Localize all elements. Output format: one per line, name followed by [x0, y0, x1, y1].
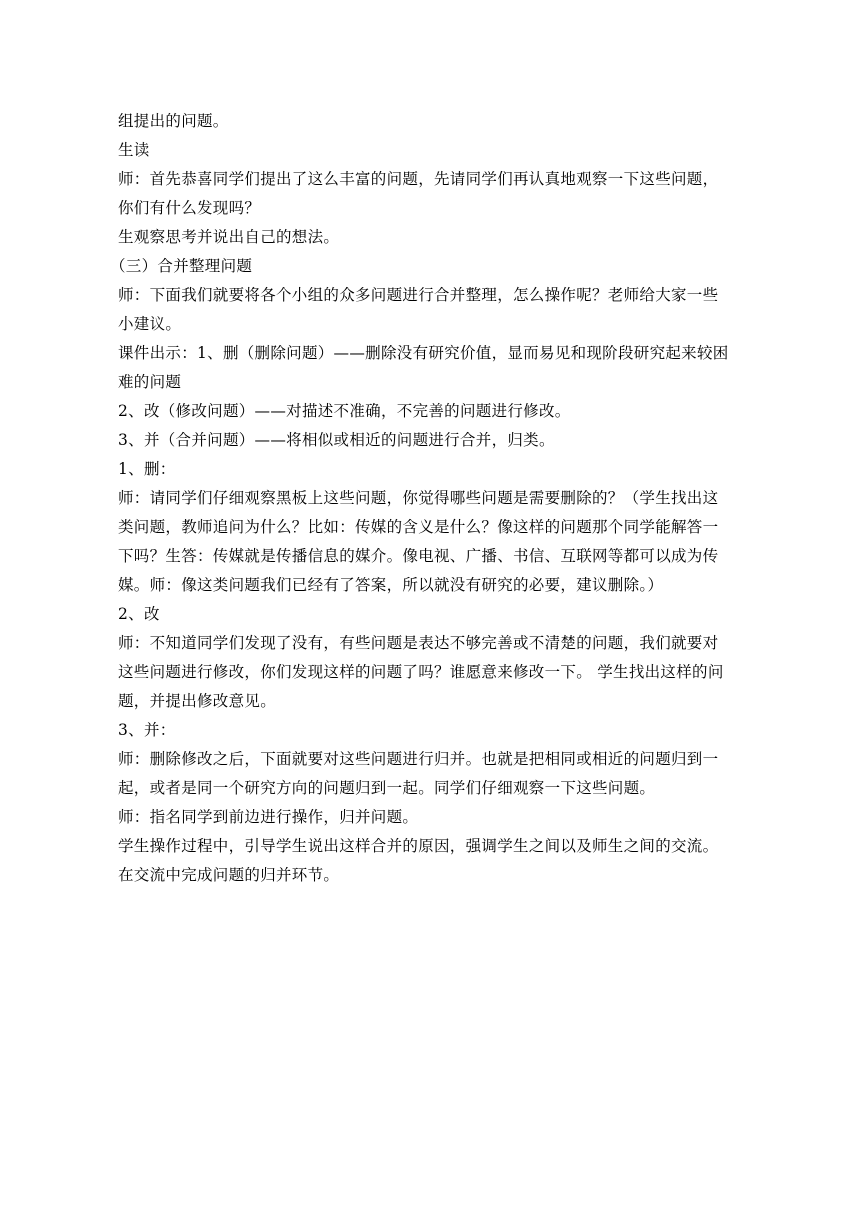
paragraph-17: 学生操作过程中，引导学生说出这样合并的原因，强调学生之间以及师生之间的交流。在交流中完成问题的归并环节。	[118, 837, 719, 884]
section-heading-3: （三）合并整理问题	[110, 257, 253, 275]
paragraph-14: 3、并：	[118, 721, 176, 739]
paragraph-12: 2、改	[118, 605, 160, 623]
paragraph-9: 3、并（合并问题）——将相似或相近的问题进行合并，归类。	[118, 431, 555, 449]
paragraph-13: 师：不知道同学们发现了没有，有些问题是表达不够完善或不清楚的问题，我们就要对这些问题进行修改，你们发现这样的问题了吗？谁愿意来修改一下。 学生找出这样的问题，并提出修改意见。	[118, 634, 724, 710]
paragraph-10: 1、删：	[118, 460, 176, 478]
paragraph-3: 师：首先恭喜同学们提出了这么丰富的问题，先请同学们再认真地观察一下这些问题，你们有什么发现吗？	[118, 170, 719, 217]
paragraph-1: 组提出的问题。	[118, 112, 229, 130]
paragraph-11: 师：请同学们仔细观察黑板上这些问题，你觉得哪些问题是需要删除的？（学生找出这类问题，教师追问为什么？比如：传媒的含义是什么？像这样的问题那个同学能解答一下吗？生答：传媒就是传播信息的媒介。像电视、广播、书信、互联网等都可以成为传媒。师：像这类问题我们已经有了答案，所以就没有研究的必要，建议删除。）	[118, 489, 719, 594]
paragraph-2: 生读	[118, 141, 150, 159]
paragraph-6: 师：下面我们就要将各个小组的众多问题进行合并整理，怎么操作呢？老师给大家一些小建议。	[118, 286, 719, 333]
paragraph-15: 师：删除修改之后，下面就要对这些问题进行归并。也就是把相同或相近的问题归到一起，或者是同一个研究方向的问题归到一起。同学们仔细观察一下这些问题。	[118, 750, 719, 797]
paragraph-8: 2、改（修改问题）——对描述不准确，不完善的问题进行修改。	[118, 402, 571, 420]
paragraph-16: 师：指名同学到前边进行操作，归并问题。	[118, 808, 419, 826]
paragraph-4: 生观察思考并说出自己的想法。	[118, 228, 340, 246]
paragraph-7: 课件出示：1、删（删除问题）——删除没有研究价值，显而易见和现阶段研究起来较困难的问题	[118, 344, 729, 391]
document-body	[110, 107, 730, 890]
